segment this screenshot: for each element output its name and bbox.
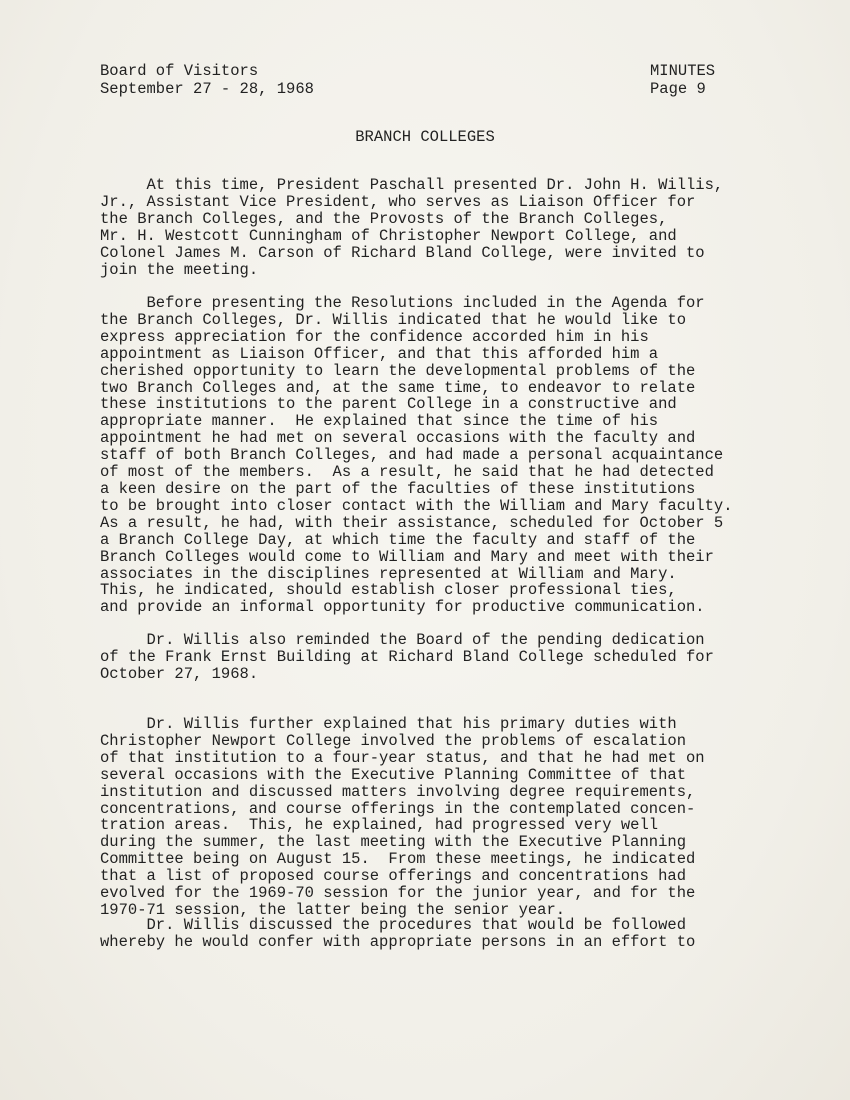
paragraph-line: Dr. Willis further explained that his primary duties with [100, 715, 677, 733]
paragraph-line: to be brought into closer contact with the William and Mary faculty. [100, 496, 733, 515]
paragraph-line: during the summer, the last meeting with the Executive Planning [100, 833, 686, 852]
paragraph-line: Colonel James M. Carson of Richard Bland College, were invited to [100, 243, 705, 262]
paragraph-line: As a result, he had, with their assistance, scheduled for October 5 [100, 513, 724, 532]
paragraph-line: and provide an informal opportunity for productive communication. [100, 598, 705, 617]
paragraph-line: concentrations, and course offerings in the contemplated concen- [100, 799, 696, 818]
paragraph-line: the Branch Colleges, and the Provosts of the Branch Colleges, [100, 209, 668, 228]
paragraph-line: Mr. H. Westcott Cunningham of Christopher Newport College, and [100, 226, 677, 245]
section-title: BRANCH COLLEGES [355, 128, 495, 146]
paragraph-line: Christopher Newport College involved the problems of escalation [100, 731, 686, 750]
paragraph-line: evolved for the 1969-70 session for the junior year, and for the [100, 884, 696, 903]
paragraph [100, 177, 790, 278]
paragraph-line: a keen desire on the part of the faculties of these institutions [100, 479, 696, 498]
document-header-right [650, 62, 715, 98]
paragraph [100, 632, 790, 683]
paragraph-line: of the Frank Ernst Building at Richard Bland College scheduled for [100, 647, 714, 666]
paragraph-line: the Branch Colleges, Dr. Willis indicated that he would like to [100, 310, 686, 329]
paragraph-line: staff of both Branch Colleges, and had made a personal acquaintance [100, 446, 724, 465]
paragraph-line: Dr. Willis also reminded the Board of the pending dedication [100, 631, 705, 649]
paragraph-line: appointment as Liaison Officer, and that this afforded him a [100, 344, 659, 363]
doc-type-label: MINUTES [650, 62, 716, 80]
paragraph-line: Branch Colleges would come to William and Mary and meet with their [100, 547, 714, 566]
paragraph-line: associates in the disciplines represented at William and Mary. [100, 564, 677, 583]
meeting-dates: September 27 - 28, 1968 [100, 80, 314, 98]
org-name: Board of Visitors [100, 62, 259, 80]
paragraph-line: Jr., Assistant Vice President, who serves as Liaison Officer for [100, 192, 696, 211]
paragraph-line: tration areas. This, he explained, had progressed very well [100, 816, 659, 835]
paragraph-line: two Branch Colleges and, at the same time, to endeavor to relate [100, 378, 696, 397]
paragraph-line: appointment he had met on several occasions with the faculty and [100, 429, 696, 448]
paragraph-line: October 27, 1968. [100, 664, 259, 683]
page-number: Page 9 [650, 80, 706, 98]
paragraph-line: Committee being on August 15. From these meetings, he indicated [100, 850, 696, 869]
paragraph-line: At this time, President Paschall presented Dr. John H. Willis, [100, 176, 724, 194]
paragraph-line: a Branch College Day, at which time the faculty and staff of the [100, 530, 696, 549]
paragraph-line: whereby he would confer with appropriate persons in an effort to [100, 932, 696, 951]
paragraph-line: of that institution to a four-year status, and that he had met on [100, 748, 705, 767]
paragraph-line: 1970-71 session, the latter being the senior year. [100, 900, 566, 919]
paragraph-line: Dr. Willis discussed the procedures that would be followed [100, 916, 686, 934]
paragraph-line: express appreciation for the confidence accorded him in his [100, 327, 649, 346]
paragraph-line: that a list of proposed course offerings and concentrations had [100, 867, 686, 886]
paragraph [100, 295, 790, 616]
paragraph [100, 917, 790, 951]
document-header-left [100, 62, 314, 98]
paragraph-line: This, he indicated, should establish closer professional ties, [100, 581, 677, 600]
paragraph [100, 716, 790, 919]
paragraph-line: these institutions to the parent College in a constructive and [100, 395, 677, 414]
paragraph-line: join the meeting. [100, 260, 259, 279]
paragraph-line: Before presenting the Resolutions included in the Agenda for [100, 294, 705, 312]
paragraph-line: appropriate manner. He explained that since the time of his [100, 412, 659, 431]
paragraph-line: institution and discussed matters involving degree requirements, [100, 782, 696, 801]
paragraph-line: cherished opportunity to learn the developmental problems of the [100, 361, 696, 380]
paragraph-line: several occasions with the Executive Planning Committee of that [100, 765, 686, 784]
paragraph-line: of most of the members. As a result, he said that he had detected [100, 463, 714, 482]
